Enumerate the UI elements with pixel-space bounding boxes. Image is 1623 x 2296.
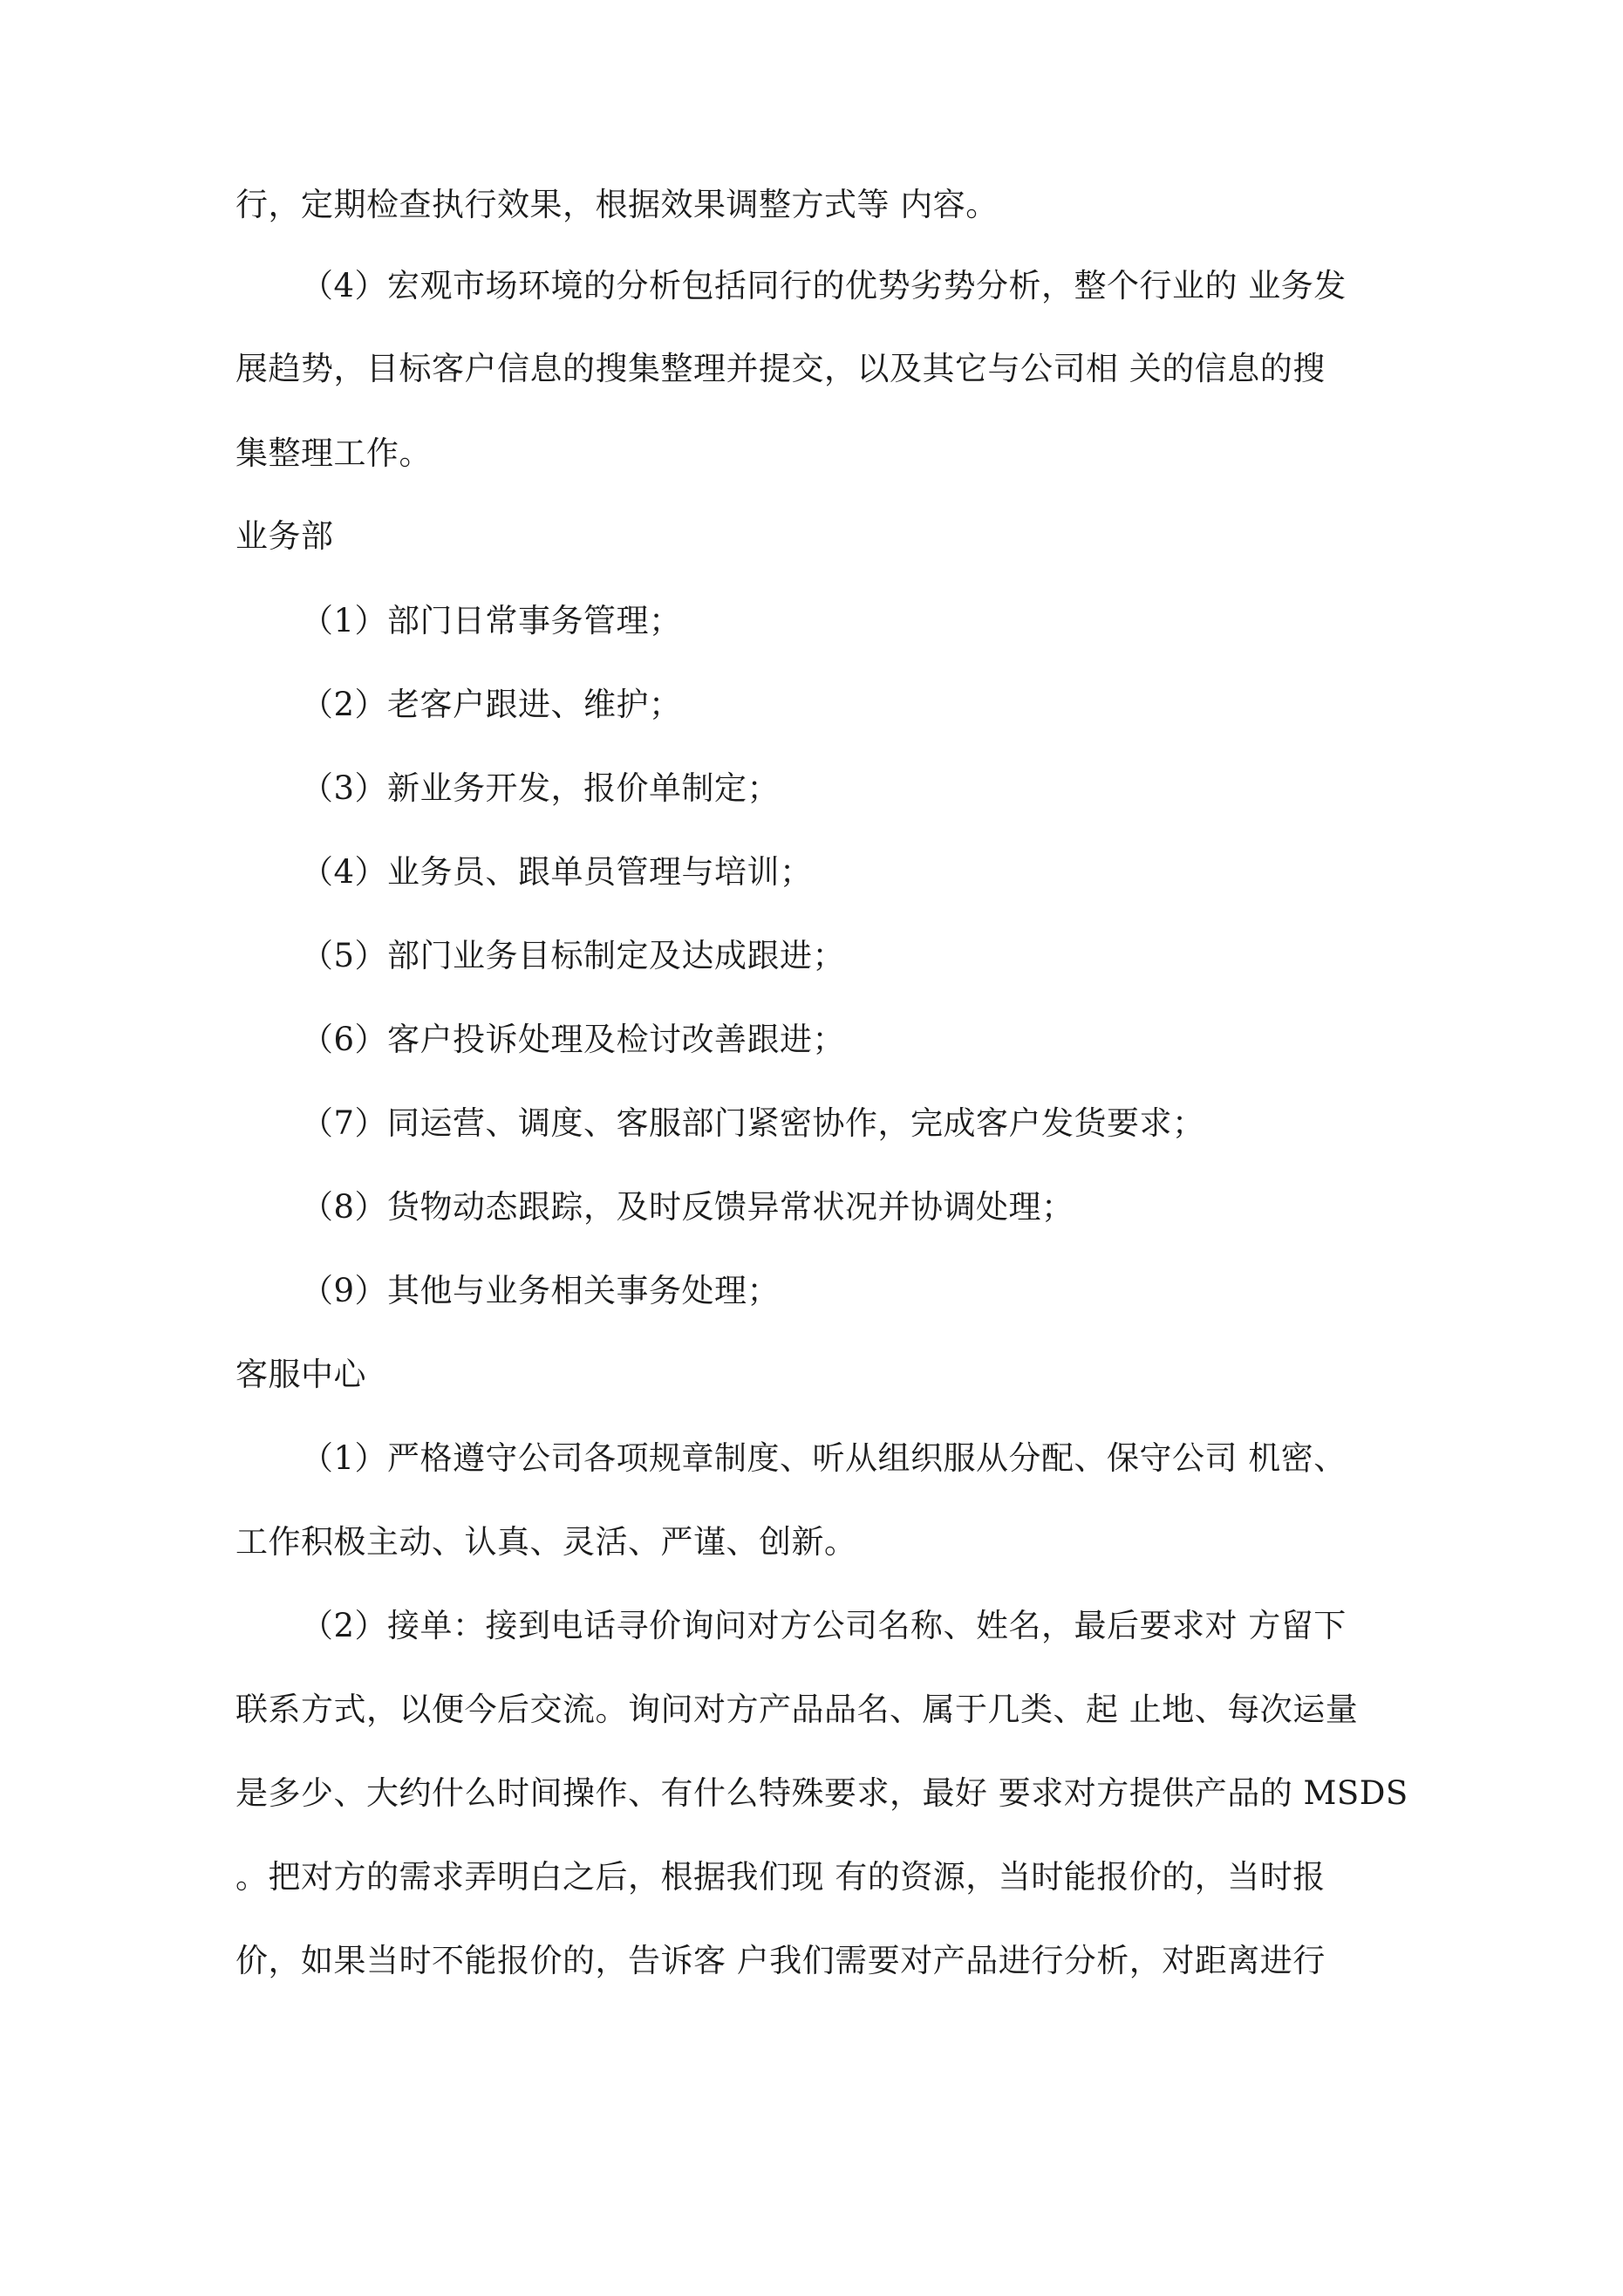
list-item: （7）同运营、调度、客服部门紧密协作，完成客户发货要求； [301, 1104, 1205, 1142]
paragraph-line: （1）严格遵守公司各项规章制度、听从组织服从分配、保守公司 机密、 [301, 1439, 1347, 1477]
paragraph-line: （2）接单：接到电话寻价询问对方公司名称、姓名，最后要求对 方留下 [301, 1607, 1347, 1644]
paragraph-line: 联系方式，以便今后交流。询问对方产品品名、属于几类、起 止地、每次运量 [235, 1691, 1359, 1728]
list-item: （8）货物动态跟踪，及时反馈异常状况并协调处理； [301, 1188, 1074, 1226]
list-item: （1）部门日常事务管理； [301, 602, 682, 639]
list-item: （4）业务员、跟单员管理与培训； [301, 853, 813, 891]
list-item: （6）客户投诉处理及检讨改善跟进； [301, 1021, 846, 1058]
list-item: （5）部门业务目标制定及达成跟进； [301, 937, 846, 974]
paragraph-line: 集整理工作。 [235, 434, 432, 472]
paragraph-line: 工作积极主动、认真、灵活、严谨、创新。 [235, 1523, 857, 1561]
paragraph-line: 是多少、大约什么时间操作、有什么特殊要求，最好 要求对方提供产品的 MSDS [235, 1774, 1408, 1812]
paragraph-line: 。把对方的需求弄明白之后，根据我们现 有的资源，当时能报价的，当时报 [235, 1858, 1326, 1896]
list-item: （3）新业务开发，报价单制定； [301, 769, 781, 807]
list-item: （9）其他与业务相关事务处理； [301, 1272, 781, 1309]
paragraph-line: 展趋势，目标客户信息的搜集整理并提交，以及其它与公司相 关的信息的搜 [235, 350, 1326, 387]
section-heading: 业务部 [235, 517, 334, 555]
section-heading: 客服中心 [235, 1356, 366, 1393]
paragraph-line: 行，定期检查执行效果，根据效果调整方式等 内容。 [235, 186, 999, 223]
paragraph-line: 价，如果当时不能报价的，告诉客 户我们需要对产品进行分析，对距离进行 [235, 1942, 1326, 1979]
paragraph-line: （4）宏观市场环境的分析包括同行的优势劣势分析，整个行业的 业务发 [301, 267, 1347, 304]
list-item: （2）老客户跟进、维护； [301, 686, 682, 723]
